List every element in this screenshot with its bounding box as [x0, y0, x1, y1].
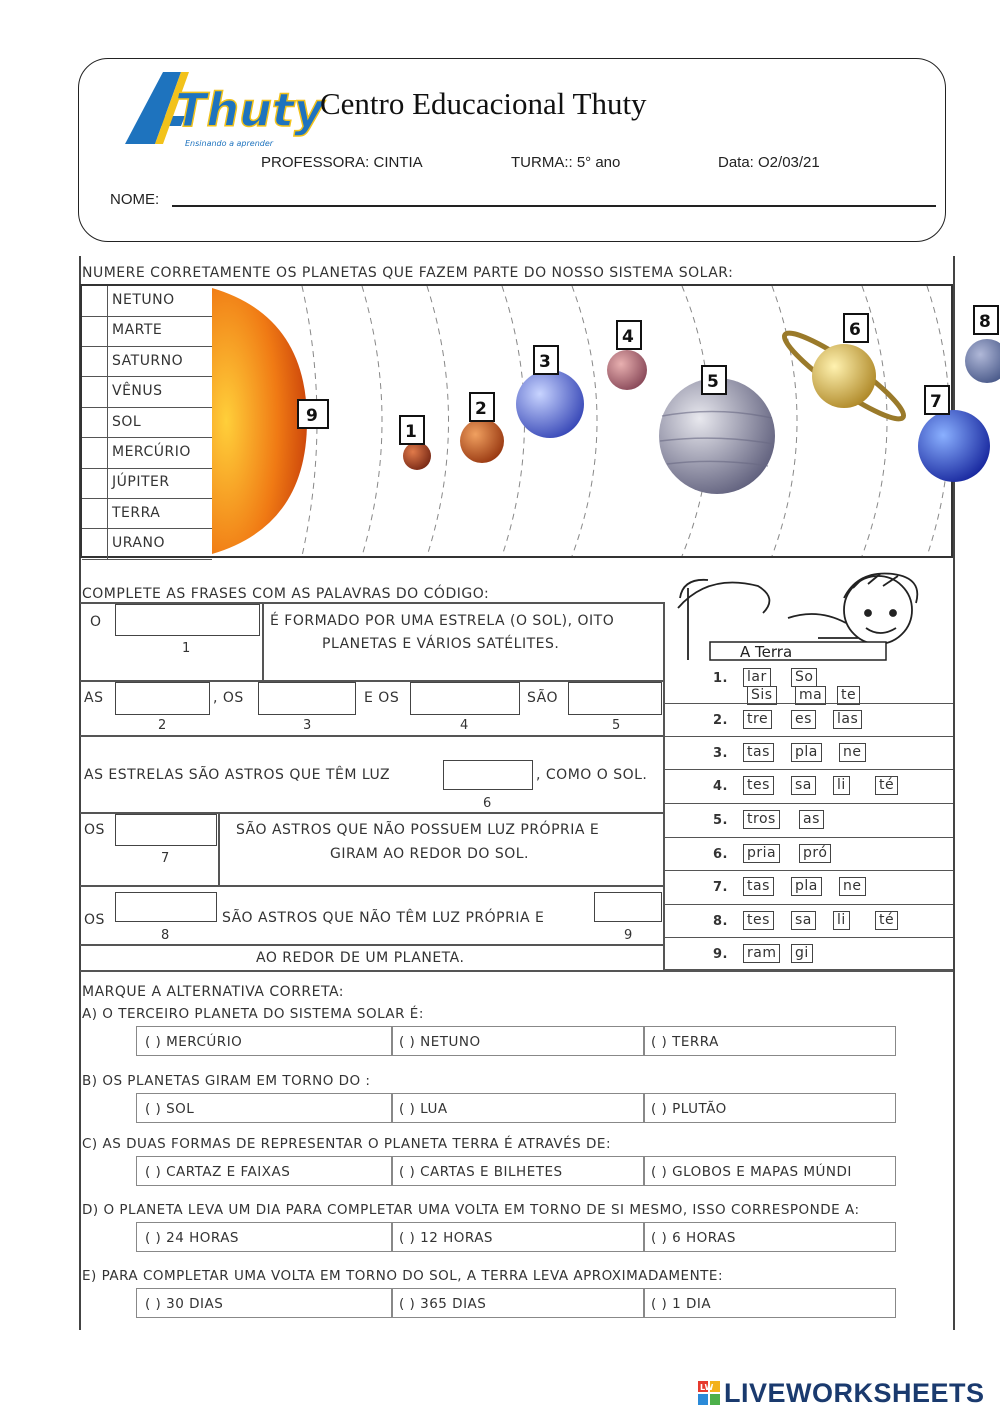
planet-number-input[interactable] [82, 316, 108, 346]
planet-name: TERRA [112, 504, 161, 521]
s5-text-a: SÃO ASTROS QUE NÃO TÊM LUZ PRÓPRIA E [222, 910, 545, 926]
blank-3[interactable] [258, 682, 356, 715]
sec2-hline [80, 970, 953, 972]
logo-text: Thuty [175, 83, 324, 137]
option-separator [391, 1027, 393, 1055]
neptune-number: 8 [979, 312, 991, 332]
planet-number-input[interactable] [82, 468, 108, 498]
syllable-tile: sa [791, 776, 816, 795]
syllable-tile: tas [743, 877, 774, 896]
sec2-vline [218, 812, 220, 885]
options-row [136, 1288, 896, 1318]
code-row [665, 737, 953, 770]
blank-7[interactable] [115, 814, 217, 846]
planet-name: JÚPITER [112, 474, 170, 491]
planet-number-input[interactable] [82, 377, 108, 407]
answer-option[interactable]: ( ) MERCÚRIO [145, 1034, 243, 1050]
answer-option[interactable]: ( ) NETUNO [399, 1034, 481, 1050]
s1-text-a: É FORMADO POR UMA ESTRELA (O SOL), OITO [270, 613, 615, 629]
answer-option[interactable]: ( ) GLOBOS E MAPAS MÚNDI [651, 1164, 852, 1180]
code-row [665, 704, 953, 737]
question-text: A) O TERCEIRO PLANETA DO SISTEMA SOLAR É: [82, 1006, 424, 1022]
question-text: C) AS DUAS FORMAS DE REPRESENTAR O PLANETA TERRA É ATRAVÉS DE: [82, 1136, 611, 1152]
option-separator [643, 1223, 645, 1251]
planet-name: SATURNO [112, 352, 184, 369]
sec2-hline [80, 735, 665, 737]
option-separator [391, 1157, 393, 1185]
planet-name: MARTE [112, 322, 163, 339]
planet-row [82, 499, 212, 530]
child-illustration [668, 568, 953, 660]
s5-prefix: OS [84, 912, 105, 928]
section3-title: MARQUE A ALTERNATIVA CORRETA: [82, 984, 345, 1000]
planet-row [82, 529, 212, 560]
blank-1-number: 1 [182, 641, 191, 656]
syllable-tile: tas [743, 743, 774, 762]
saturn-number: 6 [849, 320, 861, 340]
s1-text-b: PLANETAS E VÁRIOS SATÉLITES. [322, 636, 560, 652]
syllable-tile: ram [743, 944, 780, 963]
blank-5[interactable] [568, 682, 662, 715]
option-separator [391, 1289, 393, 1317]
name-label: NOME: [110, 191, 160, 208]
planet-number-input[interactable] [82, 499, 108, 529]
teacher-label: PROFESSORA: CINTIA [261, 154, 423, 171]
question-text: D) O PLANETA LEVA UM DIA PARA COMPLETAR UMA VOLTA EM TORNO DE SI MESMO, ISSO CORRESPONDE A: [82, 1202, 860, 1218]
option-separator [391, 1223, 393, 1251]
options-row [136, 1222, 896, 1252]
option-separator [643, 1157, 645, 1185]
venus-number: 2 [475, 399, 487, 419]
blank-9[interactable] [594, 892, 662, 922]
options-row [136, 1026, 896, 1056]
earth-number: 3 [539, 352, 551, 372]
syllable-tile: té [875, 776, 898, 795]
planet-name: VÊNUS [112, 383, 163, 400]
planet-number-input[interactable] [82, 347, 108, 377]
answer-option[interactable]: ( ) 1 DIA [651, 1296, 712, 1312]
planet-row [82, 377, 212, 408]
code-row [665, 905, 953, 938]
s3-after: , COMO O SOL. [536, 767, 648, 783]
code-row [665, 838, 953, 871]
s5-text-b: AO REDOR DE UM PLANETA. [256, 950, 465, 966]
syllable-tile: ma [795, 686, 826, 705]
code-number: 8. [713, 914, 728, 929]
blank-3-number: 3 [303, 718, 312, 733]
options-row [136, 1093, 896, 1123]
planet-row [82, 468, 212, 499]
question-text: B) OS PLANETAS GIRAM EM TORNO DO : [82, 1073, 371, 1089]
syllable-tile: So [791, 668, 817, 687]
syllable-tile: pla [791, 743, 822, 762]
syllable-tile: sa [791, 911, 816, 930]
code-number: 4. [713, 779, 728, 794]
blank-8-number: 8 [161, 928, 170, 943]
question-text: E) PARA COMPLETAR UMA VOLTA EM TORNO DO SOL, A TERRA LEVA APROXIMADAMENTE: [82, 1268, 723, 1284]
jupiter-number: 5 [707, 372, 719, 392]
syllable-tile: tes [743, 776, 774, 795]
syllable-tile: as [799, 810, 824, 829]
answer-option[interactable]: ( ) 24 HORAS [145, 1230, 240, 1246]
liveworksheets-logo-icon [698, 1381, 720, 1405]
s4-text-a: SÃO ASTROS QUE NÃO POSSUEM LUZ PRÓPRIA E [236, 822, 600, 838]
syllable-tile: las [833, 710, 862, 729]
syllable-tile: té [875, 911, 898, 930]
syllable-tile: li [833, 776, 850, 795]
section1-title: NUMERE CORRETAMENTE OS PLANETAS QUE FAZEM PARTE DO NOSSO SISTEMA SOLAR: [82, 265, 734, 281]
code-number: 2. [713, 713, 728, 728]
syllable-tile: pla [791, 877, 822, 896]
sec2-vline [262, 602, 264, 680]
answer-option[interactable]: ( ) 365 DIAS [399, 1296, 487, 1312]
blank-8[interactable] [115, 892, 217, 922]
planet-number-input[interactable] [82, 529, 108, 559]
blank-2-number: 2 [158, 718, 167, 733]
planet-row [82, 316, 212, 347]
date-label: Data: O2/03/21 [718, 154, 820, 171]
planet-row [82, 438, 212, 469]
blank-5-number: 5 [612, 718, 621, 733]
sec2-hline [80, 885, 665, 887]
code-number: 3. [713, 746, 728, 761]
blank-9-number: 9 [624, 928, 633, 943]
code-row [665, 662, 953, 704]
blank-6[interactable] [443, 760, 533, 790]
syllable-tile: pria [743, 844, 780, 863]
code-row [665, 804, 953, 838]
answer-option[interactable]: ( ) 30 DIAS [145, 1296, 224, 1312]
planet-name: MERCÚRIO [112, 444, 191, 460]
syllable-tile: lar [743, 668, 771, 687]
option-separator [391, 1094, 393, 1122]
syllable-tile: li [833, 911, 850, 930]
mercury-number: 1 [405, 422, 417, 442]
s2-sao: SÃO [527, 690, 558, 706]
syllable-tile: Sis [747, 686, 777, 705]
code-number: 9. [713, 947, 728, 962]
blank-2[interactable] [115, 682, 210, 715]
code-row [665, 770, 953, 804]
syllable-tile: ne [839, 877, 866, 896]
syllable-tile: pró [799, 844, 831, 863]
planet-row [82, 347, 212, 378]
syllable-tile: te [837, 686, 860, 705]
option-separator [643, 1094, 645, 1122]
planet-name: NETUNO [112, 292, 175, 308]
s3-text: AS ESTRELAS SÃO ASTROS QUE TÊM LUZ [84, 767, 391, 783]
blank-1[interactable] [115, 604, 260, 636]
name-input-line[interactable] [172, 205, 936, 207]
planet-number-input[interactable] [82, 438, 108, 468]
syllable-tile: es [791, 710, 816, 729]
blank-4[interactable] [410, 682, 520, 715]
answer-option[interactable]: ( ) 6 HORAS [651, 1230, 736, 1246]
code-number: 7. [713, 880, 728, 895]
option-separator [643, 1027, 645, 1055]
planet-row [82, 286, 212, 317]
syllable-tile: tros [743, 810, 780, 829]
planet-name: URANO [112, 535, 165, 552]
section2-title: COMPLETE AS FRASES COM AS PALAVRAS DO CÓDIGO: [82, 586, 490, 602]
liveworksheets-brand: LIVEWORKSHEETS [724, 1378, 985, 1408]
planet-number-input[interactable] [82, 408, 108, 438]
answer-option[interactable]: ( ) SOL [145, 1101, 195, 1117]
options-row [136, 1156, 896, 1186]
s2-os: , OS [213, 690, 244, 706]
s4-text-b: GIRAM AO REDOR DO SOL. [330, 846, 530, 862]
blank-6-number: 6 [483, 796, 492, 811]
answer-option[interactable]: ( ) CARTAZ E FAIXAS [145, 1164, 291, 1180]
sec2-hline [80, 944, 665, 946]
school-name: Centro Educacional Thuty [320, 86, 647, 121]
blank-4-number: 4 [460, 718, 469, 733]
s4-prefix: OS [84, 822, 105, 838]
uranus-number: 7 [930, 392, 942, 412]
option-separator [643, 1289, 645, 1317]
answer-option[interactable]: ( ) PLUTÃO [651, 1101, 727, 1117]
syllable-tile: gi [791, 944, 813, 963]
code-row [665, 938, 953, 970]
s2-as: AS [84, 690, 104, 706]
answer-option[interactable]: ( ) LUA [399, 1101, 448, 1117]
planet-table [80, 284, 991, 558]
code-number: 1. [713, 671, 728, 686]
syllable-tile: tre [743, 710, 772, 729]
answer-option[interactable]: ( ) CARTAS E BILHETES [399, 1164, 563, 1180]
planet-row [82, 408, 212, 439]
class-label: TURMA:: 5° ano [511, 154, 621, 171]
syllable-tile: tes [743, 911, 774, 930]
code-number: 5. [713, 813, 728, 828]
s1-prefix: O [90, 614, 102, 630]
solar-system-illustration [212, 286, 991, 556]
logo-tagline: Ensinando a aprender [185, 139, 274, 148]
mars-number: 4 [622, 327, 634, 347]
planet-number-input[interactable] [82, 286, 108, 316]
answer-option[interactable]: ( ) 12 HORAS [399, 1230, 494, 1246]
s2-eos: E OS [364, 690, 400, 706]
kid-caption: A Terra [740, 643, 793, 661]
syllable-tile: ne [839, 743, 866, 762]
sun-number: 9 [306, 406, 318, 426]
school-logo [115, 66, 324, 156]
code-row [665, 871, 953, 905]
answer-option[interactable]: ( ) TERRA [651, 1034, 719, 1050]
code-number: 6. [713, 847, 728, 862]
planet-name: SOL [112, 413, 142, 430]
blank-7-number: 7 [161, 851, 170, 866]
brand-icon-text: LW [700, 1383, 714, 1392]
